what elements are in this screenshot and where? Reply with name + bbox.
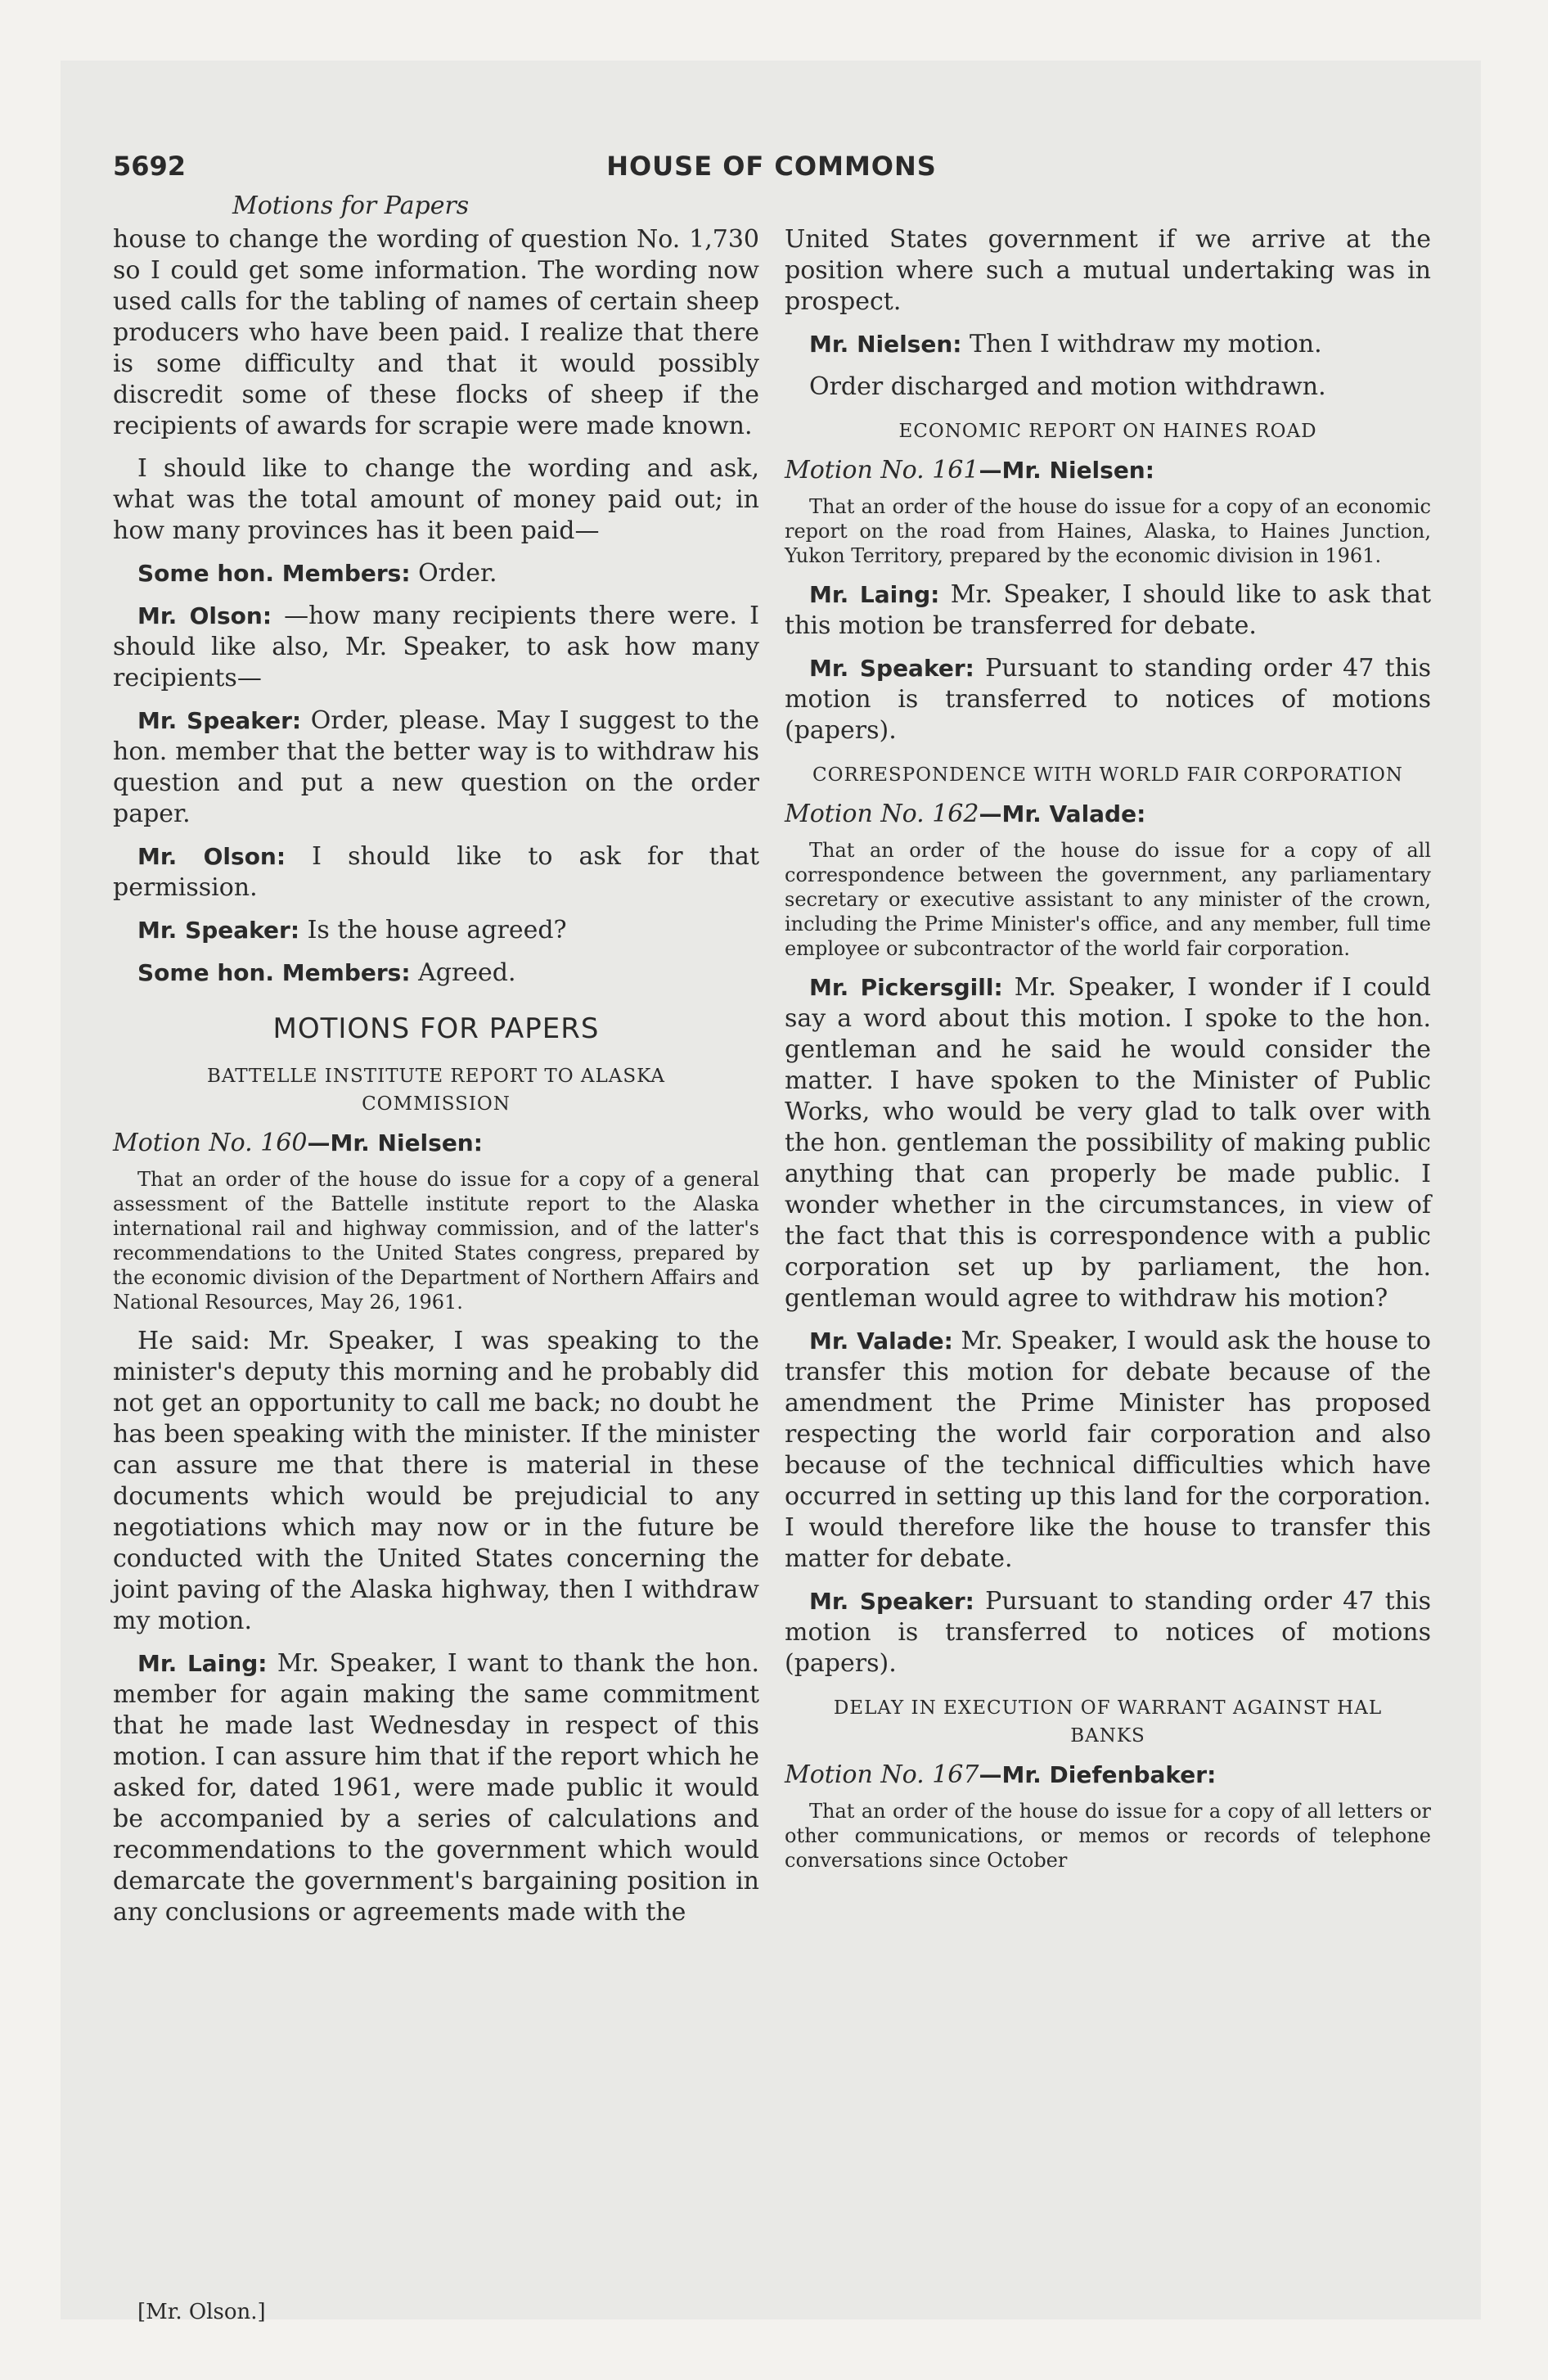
speech — [113, 915, 759, 946]
subsection-heading: BATTELLE INSTITUTE REPORT TO ALASKA COMMISSION — [207, 1066, 665, 1115]
speech-text: Pursuant to standing order 47 this motion is transferred to notices of motions (papers). — [785, 654, 1431, 745]
speaker-name: Mr. Valade: — [809, 1327, 953, 1355]
paragraph: Order discharged and motion withdrawn. — [809, 372, 1326, 401]
speech — [113, 558, 759, 589]
left-column — [113, 224, 759, 1940]
speech-text: Mr. Speaker, I would ask the house to transfer this motion for debate because of the amendment the Prime Minister has proposed respecting the world fair corporation and also because of the technical difficulties which have occurred in setting up this land for the corporation. I would therefore like the house to transfer this matter for debate. — [785, 1327, 1431, 1573]
motion-mover: —Mr. Diefenbaker: — [979, 1761, 1217, 1788]
speech-text: —how many recipients there were. I should like also, Mr. Speaker, to ask how many recipients— — [113, 602, 760, 692]
speaker-name: Mr. Olson: — [137, 602, 272, 629]
paragraph: house to change the wording of question No. 1,730 so I could get some information. The wording now used calls for the tabling of names of certain sheep producers who have been paid. I realize that there is some difficulty and that it would possibly discredit some of these flocks of sheep if the recipients of awards for scrapie were made known. — [113, 225, 759, 440]
page-number: 5692 — [113, 151, 187, 182]
speaker-name: Mr. Laing: — [137, 1650, 268, 1677]
speaker-name: Mr. Speaker: — [137, 707, 302, 734]
speaker-name: Some hon. Members: — [137, 560, 411, 587]
speech — [785, 1326, 1431, 1575]
speech-text: Mr. Speaker, I should like to ask that this motion be transferred for debate. — [785, 580, 1431, 640]
speech — [113, 601, 759, 694]
speech-text: Then I withdraw my motion. — [961, 330, 1322, 358]
motion-mover: —Mr. Valade: — [979, 800, 1146, 827]
paragraph: I should like to change the wording and ask, what was the total amount of money paid out; in how many provinces has it been paid— — [113, 454, 759, 545]
paragraph: He said: Mr. Speaker, I was speaking to the minister's deputy this morning and he probably did not get an opportunity to call me back; no doubt he has been speaking with the minister. If the minister can assure me that there is material in these documents which would be prejudicial to any negotiations which may now or in the future be conducted with the United States concerning the joint paving of the Alaska highway, then I withdraw my motion. — [113, 1327, 759, 1635]
speech — [785, 653, 1431, 746]
speaker-name: Mr. Speaker: — [809, 1588, 974, 1615]
section-heading: MOTIONS FOR PAPERS — [272, 1012, 600, 1045]
motion-number: Motion No. 160 — [113, 1129, 308, 1157]
speech — [113, 1648, 759, 1928]
speech — [785, 1586, 1431, 1679]
speech — [113, 705, 759, 830]
speaker-name: Mr. Speaker: — [809, 655, 974, 682]
speech — [785, 329, 1431, 360]
speaker-name: Mr. Nielsen: — [809, 331, 962, 358]
speech-text: Agreed. — [410, 958, 516, 987]
speech — [785, 579, 1431, 642]
motion-mover: —Mr. Nielsen: — [307, 1129, 483, 1156]
motion-text: That an order of the house do issue for a copy of all correspondence between the government, any parliamentary secretary or executive assistant to any minister of the crown, including the Prime Minister's office, and any member, full time employee or subcontractor of the world fair corporation. — [785, 839, 1431, 960]
speech-text: Order, please. May I suggest to the hon. member that the better way is to withdraw his question and put a new question on the order paper. — [113, 706, 759, 828]
motion-number: Motion No. 161 — [785, 456, 979, 485]
speaker-name: Mr. Speaker: — [137, 917, 300, 944]
motion-header — [785, 455, 1431, 486]
right-column — [785, 224, 1431, 1884]
speaker-name: Mr. Pickersgill: — [809, 974, 1003, 1001]
motion-text: That an order of the house do issue for a copy of an economic report on the road from Haines, Alaska, to Haines Junction, Yukon Territory, prepared by the economic division in 1961. — [785, 495, 1431, 567]
speaker-reference-footer: [Mr. Olson.] — [137, 2300, 266, 2324]
subsection-heading: ECONOMIC REPORT ON HAINES ROAD — [898, 421, 1317, 442]
speaker-name: Some hon. Members: — [137, 959, 411, 986]
subsection-heading: DELAY IN EXECUTION OF WARRANT AGAINST HAL BANKS — [833, 1697, 1383, 1747]
speech-text: Pursuant to standing order 47 this motion is transferred to notices of motions (papers). — [785, 1587, 1431, 1678]
speech-text: Is the house agreed? — [299, 916, 567, 944]
motion-header — [113, 1128, 759, 1159]
paragraph: United States government if we arrive at the position where such a mutual undertaking was in prospect. — [785, 225, 1431, 316]
page-header — [113, 151, 1430, 187]
speech-text: Mr. Speaker, I want to thank the hon. member for again making the same commitment that he made last Wednesday in respect of this motion. I can assure him that if the report which he asked for, dated 1961, were made public it would be accompanied by a series of calculations and recommendations to the government which would demarcate the government's bargaining position in any conclusions or agreements made with the — [113, 1649, 759, 1927]
speech-text: Order. — [410, 559, 497, 588]
page — [61, 61, 1481, 2319]
motion-header — [785, 799, 1431, 830]
speech — [113, 841, 759, 904]
motion-number: Motion No. 162 — [785, 800, 979, 828]
motion-text: That an order of the house do issue for a copy of a general assessment of the Battelle institute report to the Alaska international rail and highway commission, and of the latter's recommendations to the United States congress, prepared by the economic division of the Department of Northern Affairs and National Resources, May 26, 1961. — [113, 1168, 759, 1314]
motion-number: Motion No. 167 — [785, 1760, 979, 1789]
motion-mover: —Mr. Nielsen: — [979, 457, 1154, 484]
speech — [113, 958, 759, 989]
running-title: HOUSE OF COMMONS — [606, 151, 937, 182]
speaker-name: Mr. Laing: — [809, 581, 940, 608]
speech-text: I should like to ask for that permission. — [113, 842, 759, 902]
speech — [785, 972, 1431, 1314]
speech-text: Mr. Speaker, I wonder if I could say a word about this motion. I spoke to the hon. gentleman and he said he would consider the matter. I have spoken to the Minister of Public Works, who would be very glad to talk over with the hon. gentleman the possibility of making public anything that can properly be made public. I wonder whether in the circumstances, in view of the fact that this is correspondence with a public corporation set up by parliament, the hon. gentleman would agree to withdraw his motion? — [785, 973, 1431, 1313]
motion-header — [785, 1760, 1431, 1791]
motion-text: That an order of the house do issue for a copy of all letters or other communications, or memos or records of telephone conversations since October — [785, 1800, 1431, 1872]
speaker-name: Mr. Olson: — [137, 843, 286, 870]
subsection-heading: CORRESPONDENCE WITH WORLD FAIR CORPORATION — [812, 764, 1403, 786]
section-subtitle: Motions for Papers — [232, 192, 470, 220]
